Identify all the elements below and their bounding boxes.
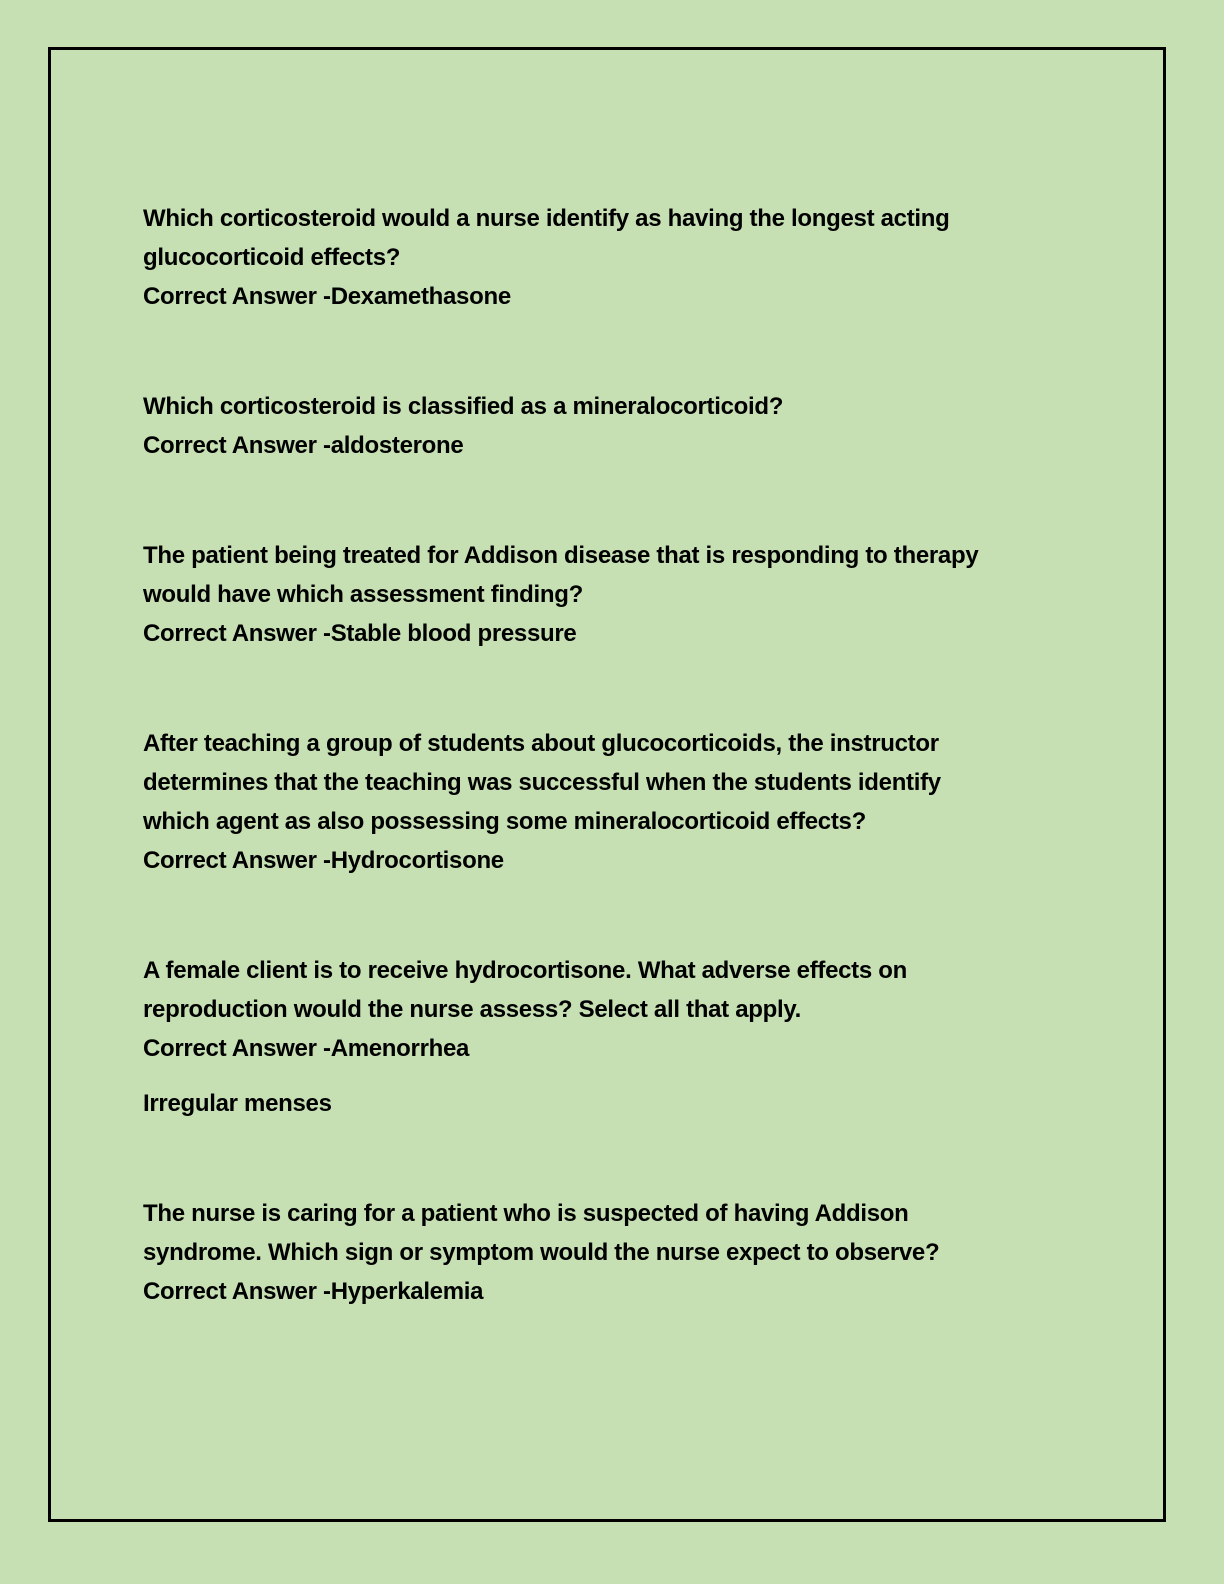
document-body bbox=[143, 199, 1083, 1311]
qa-item-3 bbox=[143, 536, 1083, 653]
qa-item-4 bbox=[143, 724, 1083, 880]
correct-answer: Correct Answer -aldosterone bbox=[143, 432, 464, 459]
qa-item-1 bbox=[143, 199, 1083, 316]
question-line: which agent as also possessing some mineralocorticoid effects? bbox=[143, 808, 866, 835]
question-line: syndrome. Which sign or symptom would the nurse expect to observe? bbox=[143, 1239, 940, 1266]
question-line: The patient being treated for Addison disease that is responding to therapy bbox=[143, 542, 979, 569]
question-line: glucocorticoid effects? bbox=[143, 244, 401, 271]
correct-answer: Correct Answer -Dexamethasone bbox=[143, 283, 511, 310]
qa-item-6 bbox=[143, 1194, 1083, 1311]
correct-answer-extra: Irregular menses bbox=[143, 1090, 332, 1117]
question-line: Which corticosteroid is classified as a mineralocorticoid? bbox=[143, 393, 784, 420]
correct-answer: Correct Answer -Hydrocortisone bbox=[143, 847, 504, 874]
question-line: A female client is to receive hydrocortisone. What adverse effects on bbox=[143, 957, 908, 984]
correct-answer: Correct Answer -Stable blood pressure bbox=[143, 620, 577, 647]
correct-answer: Correct Answer -Hyperkalemia bbox=[143, 1278, 484, 1305]
question-line: reproduction would the nurse assess? Select all that apply. bbox=[143, 996, 802, 1023]
qa-item-2 bbox=[143, 387, 1083, 465]
question-line: The nurse is caring for a patient who is suspected of having Addison bbox=[143, 1200, 909, 1227]
correct-answer: Correct Answer -Amenorrhea bbox=[143, 1035, 470, 1062]
question-line: would have which assessment finding? bbox=[143, 581, 583, 608]
qa-item-5 bbox=[143, 951, 1083, 1123]
question-line: After teaching a group of students about glucocorticoids, the instructor bbox=[143, 730, 939, 757]
question-line: determines that the teaching was successful when the students identify bbox=[143, 769, 941, 796]
question-line: Which corticosteroid would a nurse identify as having the longest acting bbox=[143, 205, 950, 232]
